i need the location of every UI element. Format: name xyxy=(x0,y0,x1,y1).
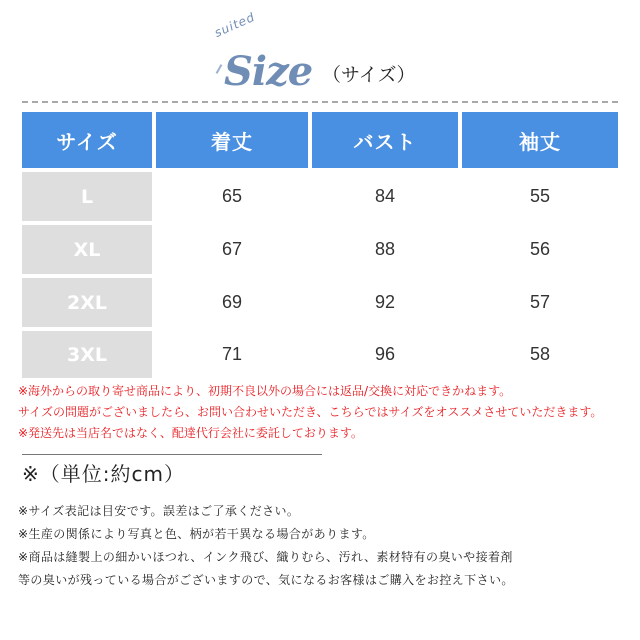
red-notes xyxy=(18,381,622,444)
table-value-cell: 71 xyxy=(156,331,308,378)
logo-subtitle: （サイズ） xyxy=(322,64,416,86)
size-logo xyxy=(212,9,416,96)
unit-divider xyxy=(22,454,322,455)
table-value-cell: 92 xyxy=(312,278,458,327)
black-note-3: ※商品は縫製上の細かいほつれ、インク飛び、織りむら、汚れ、素材特有の臭いや接着剤 xyxy=(18,550,513,564)
size-label-cell: 3XL xyxy=(22,331,152,378)
table-header-cell: バスト xyxy=(312,112,458,168)
red-note-3: ※発送先は当店名ではなく、配達代行会社に委託しております。 xyxy=(18,426,363,440)
unit-label: ※（単位:約cm） xyxy=(22,462,185,486)
size-label-cell: 2XL xyxy=(22,278,152,327)
page-header xyxy=(0,0,640,100)
table-value-cell: 56 xyxy=(462,225,618,274)
logo-decoration xyxy=(216,64,223,74)
red-note-1: ※海外からの取り寄せ商品により、初期不良以外の場合には返品/交換に対応できかねます。 xyxy=(18,384,512,398)
table-value-cell: 58 xyxy=(462,331,618,378)
black-note-1: ※サイズ表記は目安です。誤差はご了承ください。 xyxy=(18,504,300,518)
table-value-cell: 55 xyxy=(462,172,618,221)
table-header-cell: 着丈 xyxy=(156,112,308,168)
table-value-cell: 67 xyxy=(156,225,308,274)
size-table xyxy=(22,112,618,378)
black-notes xyxy=(18,500,624,592)
dashed-divider xyxy=(22,101,618,103)
black-note-2: ※生産の関係により写真と色、柄が若干異なる場合があります。 xyxy=(18,527,375,541)
table-value-cell: 88 xyxy=(312,225,458,274)
table-value-cell: 84 xyxy=(312,172,458,221)
table-header-cell: サイズ xyxy=(22,112,152,168)
table-value-cell: 57 xyxy=(462,278,618,327)
logo-suited-text: suited xyxy=(212,9,258,40)
black-note-4: 等の臭いが残っている場合がございますので、気になるお客様はご購入をお控え下さい。 xyxy=(18,573,514,587)
size-label-cell: L xyxy=(22,172,152,221)
table-header-cell: 袖丈 xyxy=(462,112,618,168)
size-label-cell: XL xyxy=(22,225,152,274)
table-value-cell: 65 xyxy=(156,172,308,221)
table-value-cell: 96 xyxy=(312,331,458,378)
logo-size-text: Size xyxy=(224,48,313,95)
table-value-cell: 69 xyxy=(156,278,308,327)
red-note-2: サイズの問題がございましたら、お問い合わせいただき、こちらではサイズをオススメさせていただきます。 xyxy=(18,405,603,419)
